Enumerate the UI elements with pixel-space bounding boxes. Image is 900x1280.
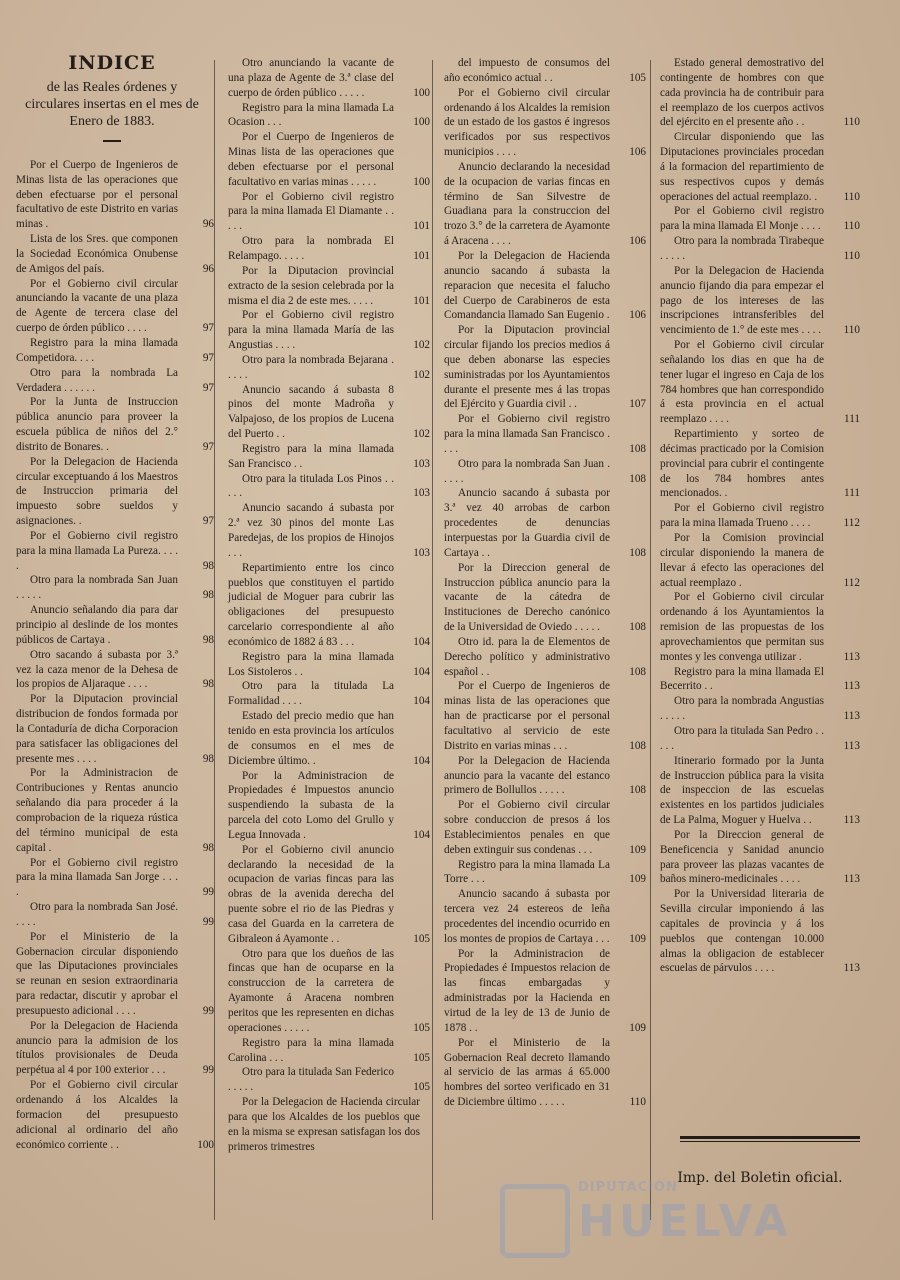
index-entry [660, 754, 860, 828]
entry-text: Otro para la nombrada San Juan . . . . . [444, 457, 610, 485]
entry-page-number: 110 [843, 190, 860, 203]
index-entry [660, 590, 860, 664]
entry-page-number: 113 [843, 710, 860, 723]
entry-page-number: 108 [629, 665, 646, 678]
entry-text: Por la Delegacion de Hacienda anuncio para la admision de los títulos provisionales de Deuda perpétua al 4 por 100 exterior . . . [16, 1019, 178, 1077]
entry-text: Por el Gobierno civil registro para la mina llamada El Monje . . . . [660, 205, 824, 233]
column-rule [214, 60, 215, 1220]
index-entry [660, 828, 860, 887]
entry-text: Por la Delegacion de Hacienda anuncio fijando dia para empezar el pago de los intereses de las inscripciones intransferibles del vencimiento de 1.° de este mes . . . . [660, 264, 824, 337]
index-column-4 [660, 56, 860, 976]
index-entry [444, 561, 646, 635]
entry-text: Registro para la mina llamada Competidora. . . . [16, 336, 178, 364]
index-entry [228, 679, 430, 709]
entry-page-number: 110 [843, 324, 860, 337]
index-entry [228, 130, 430, 189]
index-entry [228, 353, 430, 383]
title-divider [103, 140, 121, 142]
entry-page-number: 108 [629, 472, 646, 485]
index-subtitle: de las Reales órdenes y circulares insertas en el mes de Enero de 1883. [25, 79, 199, 129]
entry-page-number: 105 [629, 71, 646, 84]
entry-page-number: 102 [413, 339, 430, 352]
index-entry [228, 56, 430, 101]
entry-page-number: 105 [413, 1051, 430, 1064]
entry-text: Otro anunciando la vacante de una plaza de Agente de 3.ª clase del cuerpo de órden público . . . . . [228, 57, 394, 99]
entry-page-number: 104 [413, 754, 430, 767]
entry-text: Repartimiento y sorteo de décimas practicado por la Comision provincial para cubrir el contingente de los 784 hombres antes mencionados. . [660, 428, 824, 500]
entry-page-number: 113 [843, 680, 860, 693]
index-entry [228, 947, 430, 1036]
entry-page-number: 100 [413, 86, 430, 99]
index-entry [228, 442, 430, 472]
entry-page-number: 106 [629, 146, 646, 159]
index-entry [660, 427, 860, 501]
entry-page-number: 102 [413, 368, 430, 381]
entry-page-number: 111 [844, 487, 860, 500]
entry-text: Por la Administracion de Propiedades é Impuestos anuncio suspendiendo la subasta de la parcela del coto Lomo del Grullo y Legua Innovada . [228, 769, 394, 841]
entry-page-number: 103 [413, 487, 430, 500]
entry-text: Por la Delegacion de Hacienda anuncio para la vacante del estanco primero de Bollullos . . . . . [444, 754, 610, 797]
end-rule-thin [680, 1141, 860, 1142]
entry-text: Por la Diputacion provincial distribucion de fondos formada por la Contaduría de dicha Corporacion para satisfacer las obligaciones del presente mes . . . . [16, 693, 178, 765]
watermark-main-text: HUELVA [578, 1196, 792, 1247]
index-entry [228, 769, 430, 843]
index-entry [660, 234, 860, 264]
index-entry [16, 277, 214, 336]
entry-text: Por la Diputacion provincial circular fijando los precios medios á que deben abonarse las especies suministradas por los Ayuntamientos durante el presente mes á las tropas del Ejército y Guardia civil . . [444, 324, 610, 411]
index-entry [228, 501, 430, 560]
entry-text: del impuesto de consumos del año económico actual . . [444, 57, 610, 84]
index-entry [444, 86, 646, 160]
index-entry [16, 529, 214, 574]
entry-text: Otro sacando á subasta por 3.ª vez la caza menor de la Dehesa de los propios de Aljaraque . . . . [16, 648, 178, 691]
index-column-1 [16, 52, 214, 1152]
entry-text: Otro para la nombrada Angustias . . . . . [660, 695, 824, 723]
entry-page-number: 97 [202, 381, 214, 394]
entry-page-number: 98 [202, 752, 214, 765]
index-entry [660, 264, 860, 338]
entry-page-number: 108 [629, 784, 646, 797]
entry-text: Otro para la nombrada San Juan . . . . . [16, 574, 178, 602]
entry-page-number: 111 [844, 413, 860, 426]
index-entry [660, 338, 860, 427]
entry-text: Otro para la nombrada Bejarana . . . . . [228, 353, 394, 381]
entry-text: Registro para la mina llamada La Ocasion . . . [228, 101, 394, 129]
index-entry [228, 472, 430, 502]
index-entry [660, 204, 860, 234]
entry-page-number: 113 [843, 873, 860, 886]
entry-page-number: 107 [629, 398, 646, 411]
entry-page-number: 100 [413, 116, 430, 129]
entry-text: Registro para la mina llamada Los Sistoleros . . [228, 650, 394, 678]
entry-text: Otro para la nombrada Tirabeque . . . . . [660, 235, 824, 262]
entry-text: Anuncio sacando á subasta 8 pinos del monte Madroña y Valpajoso, de los propios de Lucena del Puerto . . [228, 383, 394, 441]
column-rule [432, 60, 433, 1220]
index-entry [16, 573, 214, 603]
entry-page-number: 105 [413, 1021, 430, 1034]
entry-text: Por el Ministerio de la Gobernacion Real decreto llamando al servicio de las armas á 65.000 hombres del sorteo verificado en 31 de Diciembre último . . . . . [444, 1036, 610, 1109]
entry-text: Otro id. para la de Elementos de Derecho político y administrativo español . . [444, 635, 610, 678]
index-entry [660, 56, 860, 130]
entry-page-number: 96 [202, 218, 214, 231]
index-entry [16, 648, 214, 693]
entry-page-number: 99 [202, 886, 214, 899]
watermark-top-text: DIPUTACIÓN [578, 1180, 678, 1195]
index-entry [16, 692, 214, 766]
entry-text: Anuncio sacando á subasta por 2.ª vez 30 pinos del monte Las Paredejas, de los propios de Hinojos . . . [228, 502, 394, 559]
index-entry [444, 323, 646, 412]
entry-text: Otro para la titulada Los Pinos . . . . . [228, 472, 394, 500]
entry-text: Por el Gobierno civil circular ordenando á los Alcaldes la formacion del presupuesto adicional al ordinario del año económico corriente . . [16, 1079, 178, 1151]
entry-page-number: 96 [202, 262, 214, 275]
entry-text: Por el Gobierno civil registro para la mina llamada La Pureza. . . . . [16, 529, 178, 572]
entry-text: Por la Delegacion de Hacienda circular para que los Alcaldes de los pueblos que en la misma se expresan satisfagan los dos primeros trimestres [228, 1096, 420, 1153]
index-entry [16, 1019, 214, 1078]
index-entry [228, 264, 430, 309]
column-rule [650, 60, 651, 1220]
entry-text: Por el Gobierno civil circular señalando los dias en que ha de tener lugar el ingreso en Caja de los 784 hombres que han correspondido á esta provincia en el actual reemplazo . . . . [660, 339, 824, 426]
index-entry [660, 531, 860, 590]
index-entry [444, 160, 646, 249]
entry-page-number: 110 [843, 249, 860, 262]
entry-page-number: 104 [413, 828, 430, 841]
entry-page-number: 101 [413, 220, 430, 233]
entry-text: Anuncio señalando dia para dar principio al deslinde de los montes públicos de Cartaya . [16, 604, 178, 646]
index-entry [16, 455, 214, 529]
entry-text: Por el Gobierno civil anuncio declarando la necesidad de la ocupacion de varias fincas para las obras de la avenida derecha del puente sobre el rio de las Piedras y casa del Guarda en la carretera de Gibraleon á Ayamonte . . [228, 843, 394, 945]
entry-page-number: 97 [202, 351, 214, 364]
entry-text: Registro para la mina llamada Carolina . . . [228, 1036, 394, 1064]
index-entry [16, 336, 214, 366]
archive-watermark [500, 1176, 860, 1256]
entry-page-number: 100 [197, 1138, 214, 1151]
entry-text: Otro para la titulada San Pedro . . . . . [660, 724, 824, 752]
entry-text: Por la Universidad literaria de Sevilla circular imponiendo á las capitales de provincia y á los pueblos que contengan 10.000 almas la obligacion de establecer escuelas de párvulos . . . . [660, 888, 824, 975]
entry-text: Por el Cuerpo de Ingenieros de minas lista de las operaciones que han de practicarse por el personal facultativo al servicio de este Distrito en varias minas . . . [444, 680, 610, 752]
index-entry [660, 665, 860, 695]
index-entry [228, 234, 430, 264]
entry-page-number: 110 [629, 1096, 646, 1109]
index-entry [16, 900, 214, 930]
entry-text: Registro para la mina llamada La Torre . . . [444, 858, 610, 886]
entry-page-number: 101 [413, 249, 430, 262]
index-entry [228, 1095, 424, 1154]
entry-text: Por la Junta de Instruccion pública anuncio para proveer la escuela pública de niños del 2.° distrito de Bonares. . [16, 396, 178, 453]
index-entry [16, 158, 214, 232]
entry-page-number: 105 [413, 1081, 430, 1094]
printer-imprint: Imp. del Boletin oficial. [677, 1170, 843, 1186]
entry-text: Otro para la nombrada La Verdadera . . . . . . [16, 366, 178, 394]
entry-page-number: 106 [629, 309, 646, 322]
entry-page-number: 112 [843, 576, 860, 589]
end-rule [680, 1136, 860, 1139]
entry-text: Registro para la mina llamada San Francisco . . [228, 442, 394, 470]
entry-text: Circular disponiendo que las Diputaciones provinciales procedan á la formacion del repartimiento de sus respectivos cupos y demás operaciones del actual reemplazo. . [660, 131, 824, 203]
entry-page-number: 108 [629, 546, 646, 559]
entry-page-number: 109 [629, 843, 646, 856]
entry-page-number: 105 [413, 932, 430, 945]
entry-page-number: 102 [413, 428, 430, 441]
entry-page-number: 98 [202, 841, 214, 854]
index-entry [228, 709, 430, 768]
entry-page-number: 109 [629, 932, 646, 945]
watermark-logo-icon [500, 1184, 570, 1258]
entry-page-number: 98 [202, 633, 214, 646]
index-column-3 [444, 56, 646, 1110]
entry-page-number: 99 [202, 915, 214, 928]
entry-text: Anuncio sacando á subasta por tercera vez 24 estereos de leña procedentes del incendio ocurrido en los montes de propios de Cartaya . . . [444, 888, 610, 945]
entry-text: Repartimiento entre los cinco pueblos que constituyen el partido judicial de Moguer para cubrir las obligaciones del presupuesto carcelario correspondiente al año económico de 1882 á 83 . . . [228, 561, 394, 648]
index-entry [16, 766, 214, 855]
entry-text: Otro para la titulada La Formalidad . . . . [228, 680, 394, 708]
entry-page-number: 109 [629, 1021, 646, 1034]
index-entry [228, 843, 430, 947]
index-entry [444, 1036, 646, 1110]
entry-text: Por la Diputacion provincial extracto de la sesion celebrada por la misma el dia 2 de este mes. . . . . [228, 264, 394, 307]
index-entry [16, 366, 214, 396]
index-entry [16, 603, 214, 648]
entry-text: Otro para la nombrada San José. . . . . [16, 901, 178, 928]
entry-page-number: 98 [202, 678, 214, 691]
index-entry [228, 1036, 430, 1066]
index-entry [16, 856, 214, 901]
entry-page-number: 98 [202, 559, 214, 572]
entry-text: Itinerario formado por la Junta de Instruccion pública para la visita de inspeccion de las escuelas existentes en los partidos judiciales de La Palma, Moguer y Huelva . . [660, 754, 824, 827]
entry-page-number: 108 [629, 621, 646, 634]
index-title: INDICE [68, 52, 156, 74]
index-entry [444, 947, 646, 1036]
index-entry [660, 694, 860, 724]
index-entry [228, 101, 430, 131]
index-entry [228, 561, 430, 650]
entry-page-number: 100 [413, 175, 430, 188]
entry-text: Por la Delegacion de Hacienda anuncio sacando á subasta la reparacion que necesita el falucho del Cuerpo de Carabineros de esta Comandancia llamado San Eugenio . [444, 249, 610, 322]
index-entry [16, 232, 214, 277]
entry-text: Registro para la mina llamada El Becerrito . . [660, 665, 824, 693]
entry-text: Por el Cuerpo de Ingenieros de Minas lista de las operaciones que deben efectuarse por el personal facultativo de este Distrito en varias minas . [16, 158, 178, 231]
entry-text: Estado del precio medio que han tenido en esta provincia los artículos de consumos en el mes de Diciembre último. . [228, 710, 394, 767]
entry-text: Por la Direccion general de Instruccion pública anuncio para la vacante de la cátedra de Instituciones de Derecho canónico de la Universidad de Oviedo . . . . . [444, 561, 610, 634]
entry-text: Por el Gobierno civil circular ordenando á los Alcaldes la remision de un estado de los gastos é ingresos verificados por sus respectivos municipios . . . . [444, 86, 610, 159]
entry-page-number: 103 [413, 457, 430, 470]
entry-page-number: 97 [202, 440, 214, 453]
index-entry [228, 383, 430, 442]
entry-text: Por el Gobierno civil circular ordenando á los Ayuntamientos la remision de las propuestas de los aprovechamientos que permitan sus montes y les convenga utilizar . [660, 591, 824, 663]
entry-text: Por el Gobierno civil circular sobre conduccion de presos á los Establecimientos penales en que deben extinguir sus condenas . . . [444, 799, 610, 856]
entry-text: Otro para la titulada San Federico . . . . . [228, 1066, 394, 1094]
index-entry [16, 930, 214, 1019]
entry-page-number: 104 [413, 635, 430, 648]
entry-page-number: 106 [629, 235, 646, 248]
index-entry [228, 650, 430, 680]
entry-page-number: 97 [202, 515, 214, 528]
entry-text: Por el Ministerio de la Gobernacion circular disponiendo que las Diputaciones provinciales se reunan en sesion extraordinaria para redactar, discutir y aprobar el presupuesto adicional . . . . [16, 930, 178, 1017]
entry-page-number: 113 [843, 650, 860, 663]
entry-text: Otro para la nombrada El Relampago. . . . . [228, 235, 394, 262]
index-entry [660, 724, 860, 754]
entry-page-number: 101 [413, 294, 430, 307]
entry-page-number: 110 [843, 220, 860, 233]
entry-page-number: 103 [413, 546, 430, 559]
entry-text: Anuncio declarando la necesidad de la ocupacion de varias fincas en término de San Silvestre de Guadiana para la construccion del trozo 3.° de la carretera de Ayamonte á Aracena . . . . [444, 160, 610, 248]
entry-page-number: 98 [202, 589, 214, 602]
entry-text: Por el Gobierno civil circular anunciando la vacante de una plaza de Agente de tercera clase del cuerpo de órden público . . . . [16, 277, 178, 335]
index-entry [444, 56, 646, 86]
entry-text: Por la Delegacion de Hacienda circular exceptuando á los Maestros de Instruccion primaria del impuesto sobre sueldos y asignaciones. . [16, 455, 178, 528]
entry-page-number: 99 [202, 1004, 214, 1017]
entry-page-number: 99 [202, 1064, 214, 1077]
index-entry [444, 635, 646, 680]
entry-page-number: 110 [843, 116, 860, 129]
index-entry [228, 308, 430, 353]
index-entry [228, 1065, 430, 1095]
index-entry [444, 887, 646, 946]
entry-text: Otro para que los dueños de las fincas que han de ocuparse en la construccion de la carretera de Ayamonte á Aracena nombren peritos que les representen en dichas operaciones . . . . . [228, 947, 394, 1034]
entry-page-number: 113 [843, 962, 860, 975]
entry-page-number: 97 [202, 322, 214, 335]
entry-text: Por el Cuerpo de Ingenieros de Minas lista de las operaciones que deben efectuarse por el personal facultativo en varias minas . . . . . [228, 131, 394, 188]
entry-page-number: 104 [413, 695, 430, 708]
entry-text: Por la Administracion de Propiedades é Impuestos relacion de las fincas embargadas y administradas por la Hacienda en virtud de la ley de 13 de Junio de 1878 . . [444, 947, 610, 1034]
entry-text: Por el Gobierno civil registro para la mina llamada San Francisco . . . . [444, 413, 610, 455]
index-entry [444, 412, 646, 457]
index-entry [444, 754, 646, 799]
entry-text: Por el Gobierno civil registro para la mina llamada San Jorge . . . . [16, 856, 178, 899]
entry-page-number: 109 [629, 873, 646, 886]
index-entry [444, 858, 646, 888]
index-entry [660, 130, 860, 204]
entry-page-number: 113 [843, 739, 860, 752]
index-entry [444, 798, 646, 857]
index-column-2 [228, 56, 430, 1154]
entry-text: Por la Direccion general de Beneficencia y Sanidad anuncio para proveer las plazas vacantes de baños minero-medicinales . . . . [660, 828, 824, 886]
entry-text: Estado general demostrativo del contingente de hombres con que cada provincia ha de contribuir para el reemplazo de los cuerpos activos del ejército en el presente año . . [660, 57, 824, 129]
entry-text: Por la Comision provincial circular disponiendo la manera de llevar á efecto las operaciones del actual reemplazo . [660, 532, 824, 589]
index-entry [444, 679, 646, 753]
index-entry [660, 887, 860, 976]
index-entry [16, 395, 214, 454]
entry-text: Por el Gobierno civil registro para la mina llamada Trueno . . . . [660, 502, 824, 530]
entry-page-number: 104 [413, 665, 430, 678]
index-entry [444, 249, 646, 323]
entry-text: Por el Gobierno civil registro para la mina llamada El Diamante . . . . . [228, 190, 394, 233]
entry-page-number: 108 [629, 442, 646, 455]
entry-text: Lista de los Sres. que componen la Sociedad Económica Onubense de Amigos del país. [16, 233, 178, 275]
index-entry [16, 1078, 214, 1152]
entry-text: Por el Gobierno civil registro para la mina llamada María de las Angustias . . . . [228, 309, 394, 352]
index-entry [444, 457, 646, 487]
entry-text: Anuncio sacando á subasta por 3.ª vez 40 arrobas de carbon procedentes de denuncias interpuestas por la Guardia civil de Cartaya . . [444, 487, 610, 559]
index-entry [444, 486, 646, 560]
entry-text: Por la Administracion de Contribuciones y Rentas anuncio señalando dia para proceder á la comprobacion de la riqueza rústica del término municipal de esta capital . [16, 767, 178, 854]
index-entry [228, 190, 430, 235]
index-entry [660, 501, 860, 531]
entry-page-number: 112 [843, 517, 860, 530]
entry-page-number: 108 [629, 739, 646, 752]
entry-page-number: 113 [843, 814, 860, 827]
